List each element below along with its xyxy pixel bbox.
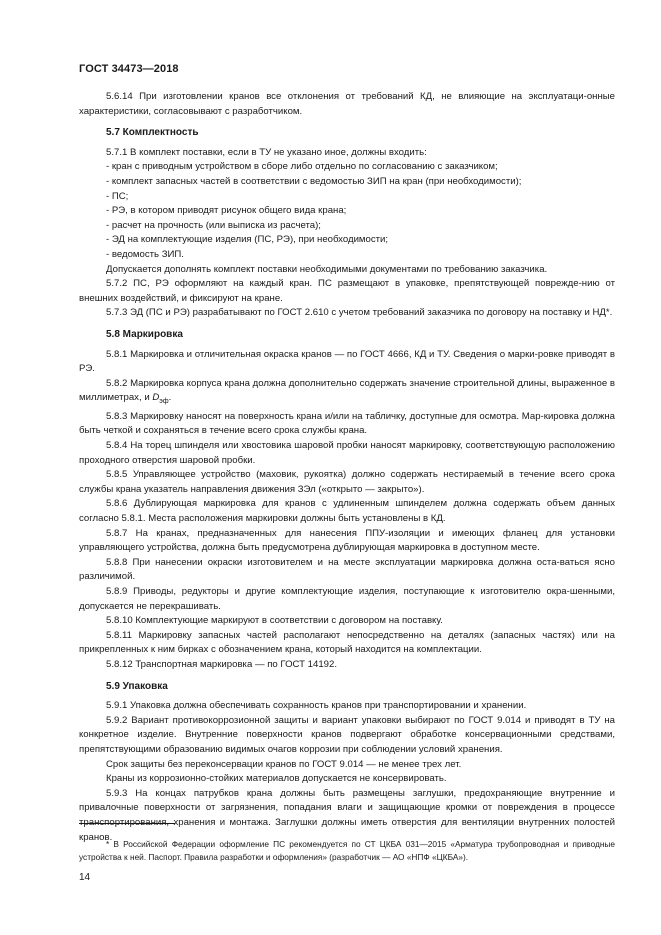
paragraph-5-8-8: 5.8.8 При нанесении окраски изготовителем и на месте эксплуатации маркировка должна оста-ваться ясно различимой. (79, 556, 615, 583)
list-item: - расчет на прочность (или выписка из расчета); (106, 219, 321, 231)
diameter-subscript: эф (159, 398, 169, 406)
paragraph-5-7-1-note: Допускается дополнять комплект поставки необходимыми документами по требованию заказчика. (106, 263, 548, 275)
list-item: - ЭД на комплектующие изделия (ПС, РЭ), при необходимости; (106, 234, 389, 246)
section-title-5-8: 5.8 Маркировка (106, 328, 183, 340)
paragraph-5-8-3: 5.8.3 Маркировку наносят на поверхность крана и/или на табличку, доступные для осмотра. Мар-кировка должна быть четкой и сохраняться в течение всего срока службы крана. (79, 410, 615, 437)
paragraph-5-8-2 (79, 377, 615, 410)
list-item: - комплект запасных частей в соответствии с ведомостью ЗИП на кран (при необходимости); (106, 175, 522, 187)
page-number: 14 (79, 872, 91, 883)
paragraph-5-8-1: 5.8.1 Маркировка и отличительная окраска кранов — по ГОСТ 4666, КД и ТУ. Сведения о марки-ровке приводят в РЭ. (79, 348, 615, 375)
paragraph-5-9-2-note: Краны из коррозионно-стойких материалов допускается не консервировать. (106, 773, 447, 785)
paragraph-5-9-1: 5.9.1 Упаковка должна обеспечивать сохранность кранов при транспортировании и хранении. (106, 700, 527, 712)
paragraph-5-8-6: 5.8.6 Дублирующая маркировка для кранов с удлиненным шпинделем должна содержать объем данных согласно 5.8.1. Места расположения маркировки должны быть установлены в КД. (79, 498, 615, 525)
paragraph-5-8-10: 5.8.10 Комплектующие маркируют в соответствии с договором на поставку. (106, 615, 443, 627)
section-title-5-9: 5.9 Упаковка (106, 680, 168, 692)
page-content (79, 90, 615, 845)
paragraph-5-8-7: 5.8.7 На кранах, предназначенных для нанесения ППУ-изоляции и имеющих фланец для установки управляющего устройства, должна быть предусмотрена дублирующая маркировка в доступном месте. (79, 527, 615, 554)
paragraph-5-8-2-end: . (168, 392, 172, 404)
list-item: - ПС; (106, 190, 129, 202)
footnote: * В Российской Федерации оформление ПС рекомендуется по СТ ЦКБА 031—2015 «Арматура трубопроводная и приводные устройства к ней. Паспорт. Правила разработки и оформления» (разработчик — АО «НПФ «ЦКБА»). (79, 839, 615, 862)
diameter-symbol: D (152, 392, 160, 404)
paragraph-5-8-4: 5.8.4 На торец шпинделя или хвостовика шаровой пробки наносят маркировку, соответствующую расположению проходного отверстия шаровой пробки. (79, 440, 615, 466)
paragraph-5-7-1: 5.7.1 В комплект поставки, если в ТУ не указано иное, должны входить: (106, 146, 427, 158)
paragraph-5-9-2-term: Срок защиты без переконсервации кранов по ГОСТ 9.014 — не менее трех лет. (106, 758, 462, 770)
section-title-5-7: 5.7 Комплектность (106, 127, 199, 139)
document-code: ГОСТ 34473—2018 (79, 63, 179, 75)
paragraph-5-8-12: 5.8.12 Транспортная маркировка — по ГОСТ 14192. (106, 658, 338, 670)
paragraph-5-7-3: 5.7.3 ЭД (ПС и РЭ) разрабатывают по ГОСТ 2.610 с учетом требований заказчика по договору на поставку и НД*. (106, 307, 613, 319)
list-item: - ведомость ЗИП. (106, 248, 184, 260)
paragraph-5-8-5: 5.8.5 Управляющее устройство (маховик, рукоятка) должно содержать нестираемый в течение всего срока службы крана указатель направления движения ЗЭл («открыто — закрыто»). (79, 469, 615, 495)
paragraph-5-8-11: 5.8.11 Маркировку запасных частей располагают непосредственно на деталях (запасных частях) или на прикрепленных к ним бирках с обозначением крана, который находится на комплектации. (79, 629, 615, 656)
list-item: - кран с приводным устройством в сборе либо отдельно по согласованию с заказчиком; (106, 161, 498, 173)
paragraph-5-8-2-text: 5.8.2 Маркировка корпуса крана должна дополнительно содержать значение строительной длины, выраженное в миллиметрах, и (79, 377, 615, 404)
paragraph-5-9-3: 5.9.3 На концах патрубков крана должны быть размещены заглушки, предохраняющие внутренние и привалочные поверхности от загрязнения, попадания влаги и защищающие кромки от повреждения в процессе транспортирования, хранения и монтажа. Заглушки должны иметь отверстия для вентиляции внутренних полостей кранов. (79, 787, 615, 843)
paragraph-5-6-14: 5.6.14 При изготовлении кранов все отклонения от требований КД, не влияющие на эксплуатаци-онные характеристики, согласовывают с разработчиком. (79, 91, 615, 117)
paragraph-5-8-9: 5.8.9 Приводы, редукторы и другие комплектующие изделия, поступающие к изготовителю окра-шенными, допускается не перекрашивать. (79, 586, 615, 612)
paragraph-5-9-2: 5.9.2 Вариант противокоррозионной защиты и вариант упаковки выбирают по ГОСТ 9.014 и приводят в ТУ на конкретное изделие. Внутренние поверхности кранов подвергают обработке консервационными средствами, препятствующими образованию видимых очагов коррозии при соблюдении условий хранения. (79, 714, 615, 755)
footnote-divider (79, 823, 175, 824)
list-item: - РЭ, в котором приводят рисунок общего вида крана; (106, 205, 347, 217)
paragraph-5-7-2: 5.7.2 ПС, РЭ оформляют на каждый кран. ПС размещают в упаковке, препятствующей поврежде-нию от внешних воздействий, и фиксируют на кране. (79, 278, 615, 304)
